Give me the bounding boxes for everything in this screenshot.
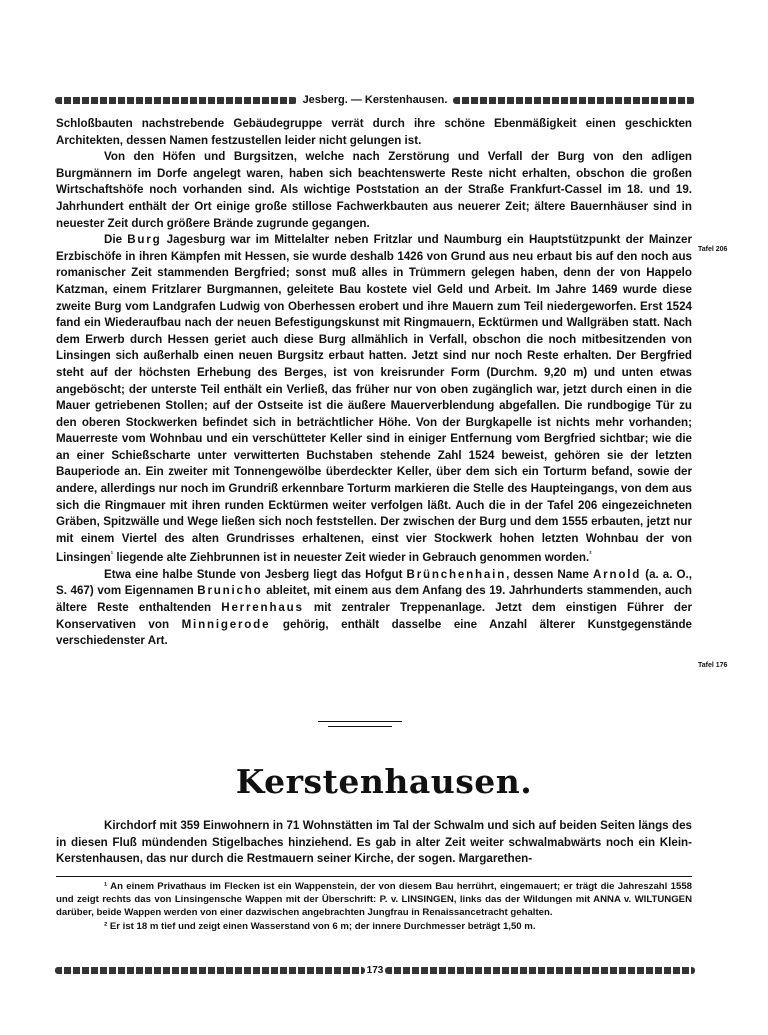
margin-note: Tafel 206 [698,246,728,253]
footnote-ref-2: ² [589,551,592,559]
section-title: Kerstenhausen. [235,762,533,801]
footnote-rule [56,876,692,877]
paragraph: Schloßbauten nachstrebende Gebäudegruppe verrät durch ihre schöne Ebenmäßigkeit einen geschickten Architekten, dessen Namen festzustellen leider nicht gelungen ist. [56,117,692,147]
footer-ornament-left [55,967,365,974]
term-burg: Burg [127,233,162,247]
header-ornament-right [453,97,695,104]
section-text [56,818,692,868]
text-run: mit zentraler Treppenanlage. Jetzt dem einstigen Führer der Konservativen von [56,601,692,631]
text-run: gehörig, enthält dasselbe eine Anzahl älterer Kunstgegenstände verschiedenster Art. [56,617,692,648]
page-number: 173 [366,964,384,976]
margin-note: Tafel 176 [698,662,728,669]
footer-ornament-right [385,967,695,974]
burg-intro: Die [104,233,123,247]
text-run: Etwa eine halbe Stunde von Jesberg liegt das Hofgut [104,567,403,581]
footnotes [56,880,692,933]
header-ornament-left [55,97,297,104]
term-herrenhaus: Herrenhaus [221,601,304,615]
paragraph: Kirchdorf mit 359 Einwohnern in 71 Wohnstätten im Tal der Schwalm und sich auf beiden Seiten längs des in diesen Fluß mündenden Stigelbaches hinziehend. Es gab in alter Zeit weiter schwalmabwärts noch ein Klein-Kerstenhausen, das nur durch die Restmauern seiner Kirche, der sogen. Margarethen- [56,819,692,866]
text-run: (a. a. O., S. 467) vom Eigennamen [56,567,692,598]
text-run: , dessen Name [506,567,589,581]
running-header-title: Jesberg. — Kerstenhausen. [302,94,448,106]
text-run: ableitet, mit einem aus dem Anfang des 19. Jahrhunderts stammenden, auch ältere Reste enthaltenden [56,584,692,615]
paragraph: Von den Höfen und Burgsitzen, welche nach Zerstörung und Verfall der Burg von den adligen Burgmännern im Dorfe angelegt waren, haben sich beachtenswerte Reste nicht erhalten, obschon die großen Wirtschaftshöfe noch vorhanden sind. Als wichtige Poststation an der Straße Frankfurt-Cassel im 18. und 19. Jahrhundert enthält der Ort einige große stillose Fachwerkbauten aus neuerer Zeit; ältere Bauernhäuser sind in neuester Zeit durch größere Brände zugrunde gegangen. [56,150,692,230]
page-footer [55,963,695,977]
burg-text: Jagesburg war im Mittelalter neben Fritzlar und Naumburg ein Hauptstützpunkt der Mainzer Erzbischöfe in ihren Kämpfen mit Hessen, sie wurde deshalb 1426 von Grund aus neu erbaut bis auf den noch aus romanischer Zeit stammenden Bergfried; sonst muß alles in Trümmern gelegen haben, denn der von Happelo Katzman, einem Fritzlarer Burgmannen, geleitete Bau kostete viel Geld und Arbeit. Im Jahre 1469 wurde diese zweite Burg vom Landgrafen Ludwig von Oberhessen erobert und ihre Mauern zum Teil niedergeworfen. Erst 1524 fand ein Wiederaufbau nach der neuen Befestigungskunst mit Ringmauern, Ecktürmen und Wallgräben statt. Nach dem Erwerb durch Hessen geriet auch diese Burg allmählich in Verfall, obschon die noch mitbesitzenden von Linsingen sich außerhalb einen neuen Burgsitz erbaut hatten. Jetzt sind nur noch Reste erhalten. Der Bergfried steht auf der höchsten Erhebung des Berges, ist von kreisrunder Form (Durchm. 9,20 m) und unten etwas angeböscht; der unterste Teil enthält ein Verließ, das früher nur von oben zugänglich war, jetzt durch einen in die Mauer getriebenen Stollen; auf der Ostseite ist die äußere Mauerverblendung abgefallen. Die rundbogige Tür zu den oberen Stockwerken befindet sich in beträchtlicher Höhe. Von der Burgkapelle ist nichts mehr vorhanden; Mauerreste vom Wohnbau und ein verschütteter Keller sind in einiger Entfernung vom Bergfried sichtbar; wie die an einer Schießscharte unter verwitterten Buchstaben stehende Zahl 1524 beweist, gehören sie der letzten Bauperiode an. Ein zweiter mit Tonnengewölbe überdeckter Keller, über dem sich ein Torturm befand, sowie der andere, allerdings nur noch im Grundriß erkennbare Torturm markieren die Stelle des Haupteingangs, von dem aus sich die Ringmauer mit ihren runden Ecktürmen weiter verfolgen läßt. Auch die in der Tafel 206 eingezeichneten Gräben, Spitzwälle und Wege ließen sich noch feststellen. Der zwischen der Burg und dem 1555 erbauten, jetzt nur mit einem Viertel des alten Grundrisses erhaltenen, einst vier Stockwerk hohen letzten Wohnbau der von Linsingen [56,233,692,565]
proper-name: Brunicho [197,584,263,598]
section-divider [318,720,402,728]
footnote: ¹ An einem Privathaus im Flecken ist ein Wappenstein, der von diesem Bau herrührt, eingemauert; er trägt die Jahreszahl 1558 und zeigt rechts das von Linsingensche Wappen mit der Überschrift: P. v. LINSINGEN, links das der Wildungen mit ANNA v. WILTUNGEN darüber, beide Wappen werden von einer dazwischen angebrachten Jungfrau in Renaissancetracht gehalten. [56,881,692,919]
burg-text-2: liegende alte Ziehbrunnen ist in neuester Zeit wieder in Gebrauch genommen worden. [116,551,590,565]
paragraph-bruenchenhain [56,567,692,650]
place-name: Brünchenhain [406,567,507,581]
footnote-ref-1: ¹ [110,551,114,559]
author-name: Arnold [593,567,642,581]
paragraph-burg [56,232,692,567]
running-header [55,92,695,108]
footnote: ² Er ist 18 m tief und zeigt einen Wasserstand von 6 m; der innere Durchmesser beträgt 1,50 m. [104,920,536,932]
main-text [56,116,692,650]
family-name: Minnigerode [181,617,271,631]
